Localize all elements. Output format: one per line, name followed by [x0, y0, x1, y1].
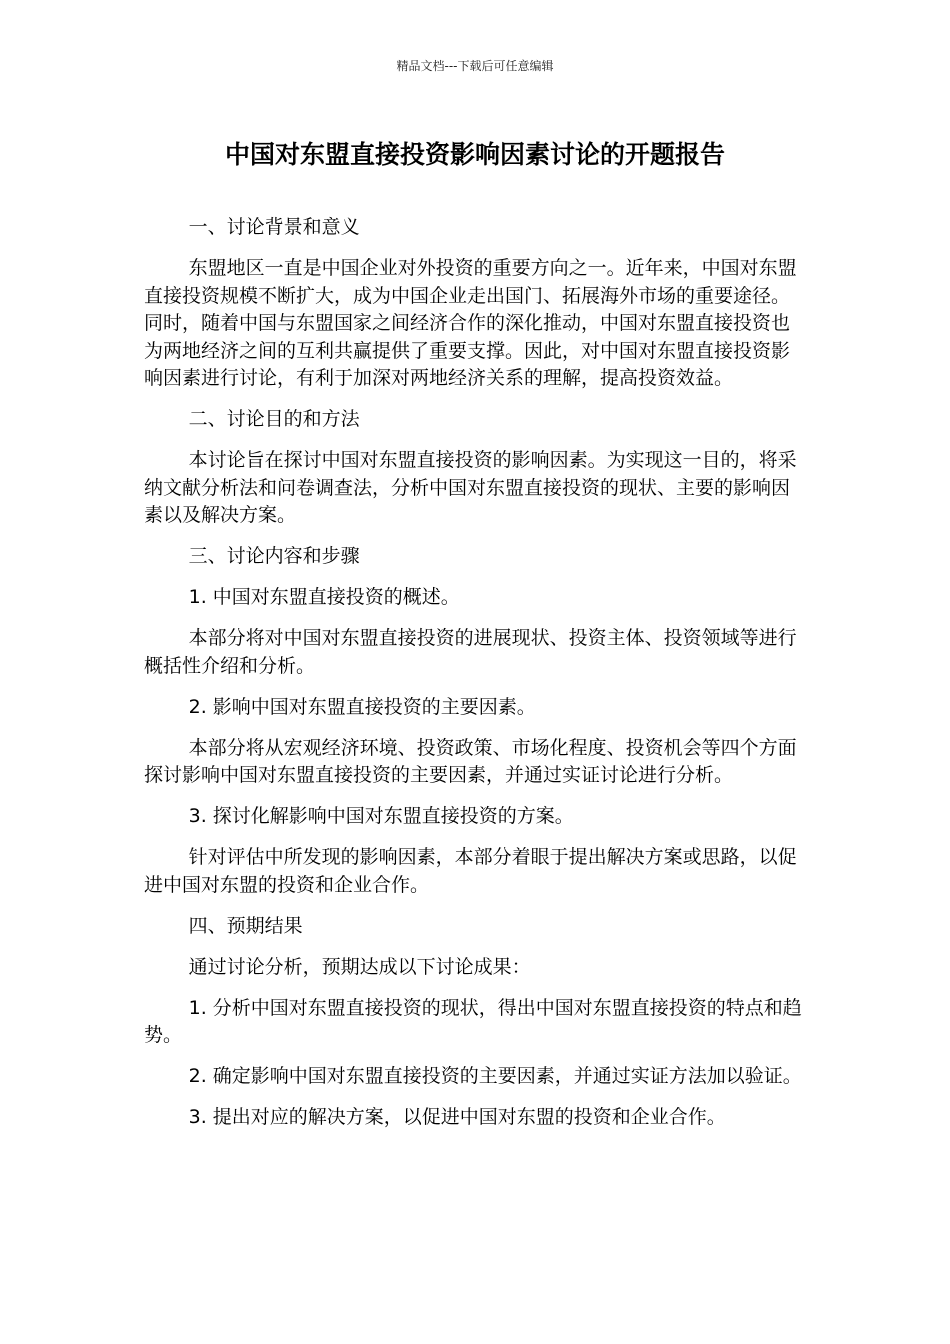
paragraph-solutions: 针对评估中所发现的影响因素，本部分着眼于提出解决方案或思路，以促进中国对东盟的投资和企业合作。 — [144, 846, 797, 896]
list-item-overview: 1. 中国对东盟直接投资的概述。 — [188, 586, 460, 608]
section-heading-background: 一、讨论背景和意义 — [188, 216, 360, 238]
page-header-note: 精品文档---下载后可任意编辑 — [396, 59, 554, 73]
result-item-3: 3. 提出对应的解决方案，以促进中国对东盟的投资和企业合作。 — [188, 1106, 726, 1128]
result-item-1: 1. 分析中国对东盟直接投资的现状，得出中国对东盟直接投资的特点和趋势。 — [144, 996, 802, 1046]
section-heading-results: 四、预期结果 — [188, 914, 303, 937]
document-body — [144, 214, 804, 1145]
list-item-factors: 2. 影响中国对东盟直接投资的主要因素。 — [188, 695, 536, 718]
list-item-solutions: 3. 探讨化解影响中国对东盟直接投资的方案。 — [188, 805, 574, 827]
paragraph-results-intro: 通过讨论分析，预期达成以下讨论成果： — [188, 955, 531, 978]
document-title: 中国对东盟直接投资影响因素讨论的开题报告 — [224, 140, 725, 169]
paragraph-purpose: 本讨论旨在探讨中国对东盟直接投资的影响因素。为实现这一目的，将采纳文献分析法和问卷调查法，分析中国对东盟直接投资的现状、主要的影响因素以及解决方案。 — [144, 449, 797, 526]
result-item-2: 2. 确定影响中国对东盟直接投资的主要因素，并通过实证方法加以验证。 — [188, 1065, 802, 1087]
paragraph-factors: 本部分将从宏观经济环境、投资政策、市场化程度、投资机会等四个方面探讨影响中国对东盟直接投资的主要因素，并通过实证讨论进行分析。 — [144, 736, 797, 786]
paragraph-overview: 本部分将对中国对东盟直接投资的进展现状、投资主体、投资领域等进行概括性介绍和分析。 — [144, 627, 797, 677]
section-heading-content: 三、讨论内容和步骤 — [188, 545, 360, 567]
section-heading-purpose: 二、讨论目的和方法 — [188, 408, 360, 430]
paragraph-background: 东盟地区一直是中国企业对外投资的重要方向之一。近年来，中国对东盟直接投资规模不断扩大，成为中国企业走出国门、拓展海外市场的重要途径。同时，随着中国与东盟国家之间经济合作的深化推动，中国对东盟直接投资也为两地经济之间的互利共赢提供了重要支撑。因此，对中国对东盟直接投资影响因素进行讨论，有利于加深对两地经济关系的理解，提高投资效益。 — [144, 257, 797, 389]
